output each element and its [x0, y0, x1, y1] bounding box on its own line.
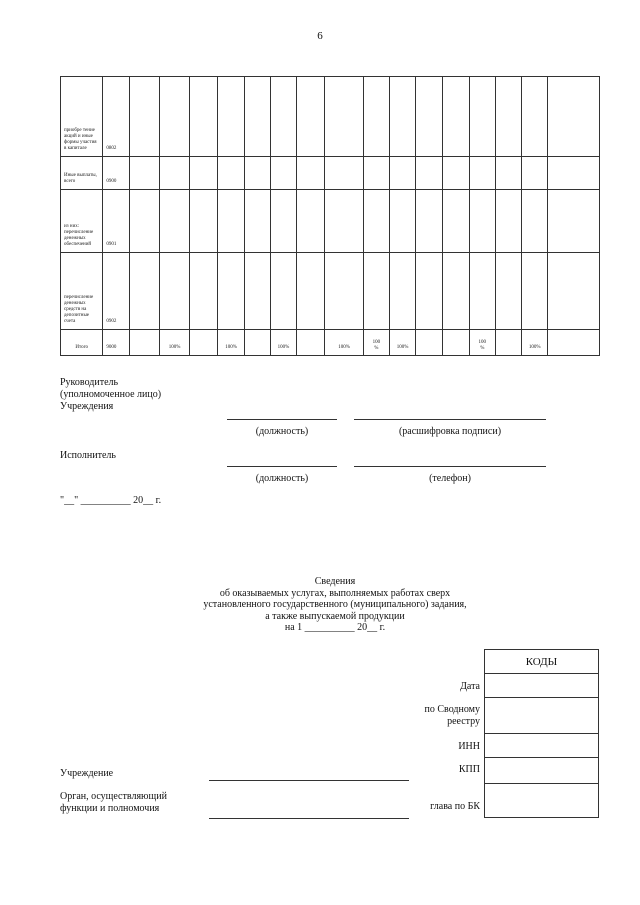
position-caption: (должность)	[255, 473, 309, 484]
organ-line	[209, 818, 409, 819]
code-label-kpp: КПП	[458, 764, 480, 775]
institution-label: Учреждение	[60, 768, 114, 779]
phone-line	[354, 466, 546, 467]
table-row	[61, 190, 600, 253]
code-cell-kpp	[485, 758, 599, 784]
info-title: Сведения	[314, 576, 356, 587]
total-pct: 100%	[159, 330, 189, 356]
page-number: 6	[317, 30, 323, 42]
row-code: 0900	[103, 157, 129, 190]
table-row	[61, 253, 600, 330]
phone-caption: (телефон)	[429, 473, 471, 484]
head-signatory: Руководитель (уполномоченное лицо) Учреждения	[60, 377, 162, 412]
position-line	[227, 466, 337, 467]
table-row	[61, 77, 600, 157]
code-cell-date	[485, 674, 599, 698]
code-cell-inn	[485, 734, 599, 758]
codes-table	[484, 649, 599, 818]
total-pct: 100%	[218, 330, 244, 356]
row-label: перечисление денежных средств на депозитные счета	[61, 253, 103, 330]
table-row	[61, 157, 600, 190]
table-row-total	[61, 330, 600, 356]
code-cell-registry	[485, 698, 599, 734]
code-cell-bk	[485, 784, 599, 818]
executor-label: Исполнитель	[60, 450, 116, 461]
total-pct: 100%	[325, 330, 363, 356]
code-label-inn: ИНН	[458, 741, 480, 752]
row-code: 0901	[103, 190, 129, 253]
organ-label: Орган, осуществляющий функции и полномочия	[60, 791, 167, 814]
decode-line	[354, 419, 546, 420]
code-label-date: Дата	[460, 681, 480, 692]
total-pct: 100%	[522, 330, 548, 356]
info-heading: Сведения об оказываемых услугах, выполняемых работах сверх установленного государственного (муниципального) задания, а также выпускаемой продукции на 1 __________ 20__ г.	[0, 576, 640, 634]
row-code: 0902	[103, 253, 129, 330]
row-label: приобре тение акций и иные формы участия в капитале	[61, 77, 103, 157]
date-line: "__" __________ 20__ г.	[60, 495, 162, 506]
decode-caption: (расшифровка подписи)	[398, 426, 502, 437]
total-pct: 100%	[389, 330, 415, 356]
row-code: 9000	[103, 330, 129, 356]
row-code: 0802	[103, 77, 129, 157]
expenses-table	[60, 76, 600, 356]
position-line	[227, 419, 337, 420]
institution-line	[209, 780, 409, 781]
total-pct: 100 %	[469, 330, 495, 356]
codes-header: КОДЫ	[485, 650, 599, 674]
row-label: из них: перечисление денежных обеспечений	[61, 190, 103, 253]
row-label: Иные выплаты, всего	[61, 157, 103, 190]
code-label-bk: глава по БК	[430, 801, 480, 812]
row-label: Итого	[61, 330, 103, 356]
total-pct: 100%	[270, 330, 296, 356]
code-label-registry: по Сводному реестру	[424, 704, 480, 727]
total-pct: 100 %	[363, 330, 389, 356]
position-caption: (должность)	[255, 426, 309, 437]
